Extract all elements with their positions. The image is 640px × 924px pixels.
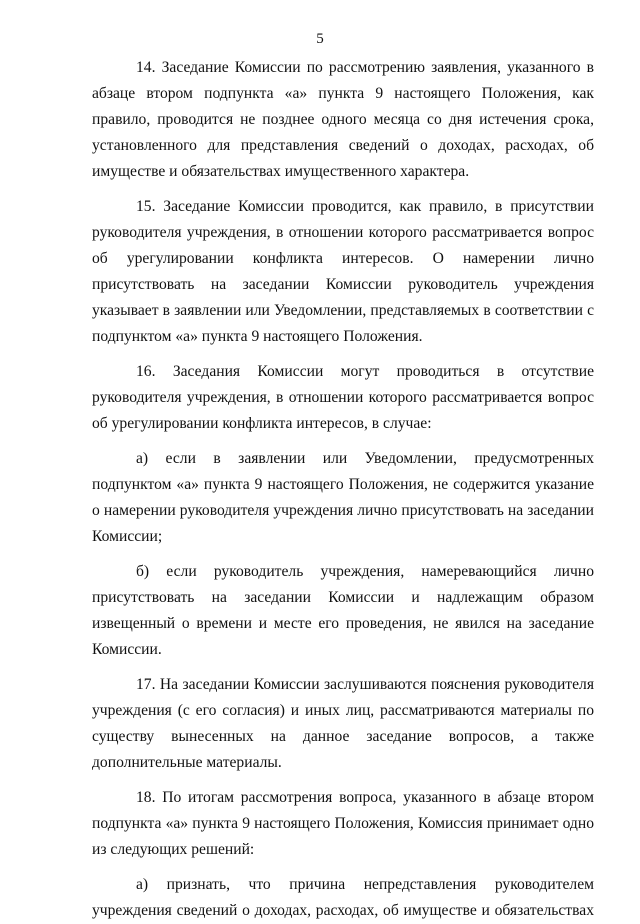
paragraph-16-a: а) если в заявлении или Уведомлении, предусмотренных подпунктом «а» пункта 9 настоящего Положения, не содержится указание о намерении руководителя учреждения лично присутствовать на заседании Комиссии; (92, 450, 594, 545)
paragraph-16: 16. Заседания Комиссии могут проводиться в отсутствие руководителя учреждения, в отношении которого рассматривается вопрос об урегулировании конфликта интересов, в случае: (92, 363, 594, 432)
paragraph-15: 15. Заседание Комиссии проводится, как правило, в присутствии руководителя учреждения, в отношении которого рассматривается вопрос об урегулировании конфликта интересов. О намерении лично присутствовать на заседании Комиссии руководитель учреждения указывает в заявлении или Уведомлении, представляемых в соответствии с подпунктом «а» пункта 9 настоящего Положения. (92, 198, 594, 345)
document-body (92, 55, 594, 924)
paragraph-18: 18. По итогам рассмотрения вопроса, указанного в абзаце втором подпункта «а» пункта 9 настоящего Положения, Комиссия принимает одно из следующих решений: (92, 789, 594, 858)
page-number: 5 (316, 31, 324, 47)
paragraph-17: 17. На заседании Комиссии заслушиваются пояснения руководителя учреждения (с его согласия) и иных лиц, рассматриваются материалы по существу вынесенных на данное заседание вопросов, а также дополнительные материалы. (92, 676, 594, 771)
paragraph-18-a: а) признать, что причина непредставления руководителем учреждения сведений о доходах, расходах, об имуществе и обязательствах (92, 876, 594, 919)
paragraph-14: 14. Заседание Комиссии по рассмотрению заявления, указанного в абзаце втором подпункта «а» пункта 9 настоящего Положения, как правило, проводится не позднее одного месяца со дня истечения срока, установленного для представления сведений о доходах, расходах, об имуществе и обязательствах имущественного характера. (92, 59, 594, 180)
paragraph-16-b: б) если руководитель учреждения, намеревающийся лично присутствовать на заседании Комиссии и надлежащим образом извещенный о времени и месте его проведения, не явился на заседание Комиссии. (92, 563, 594, 658)
